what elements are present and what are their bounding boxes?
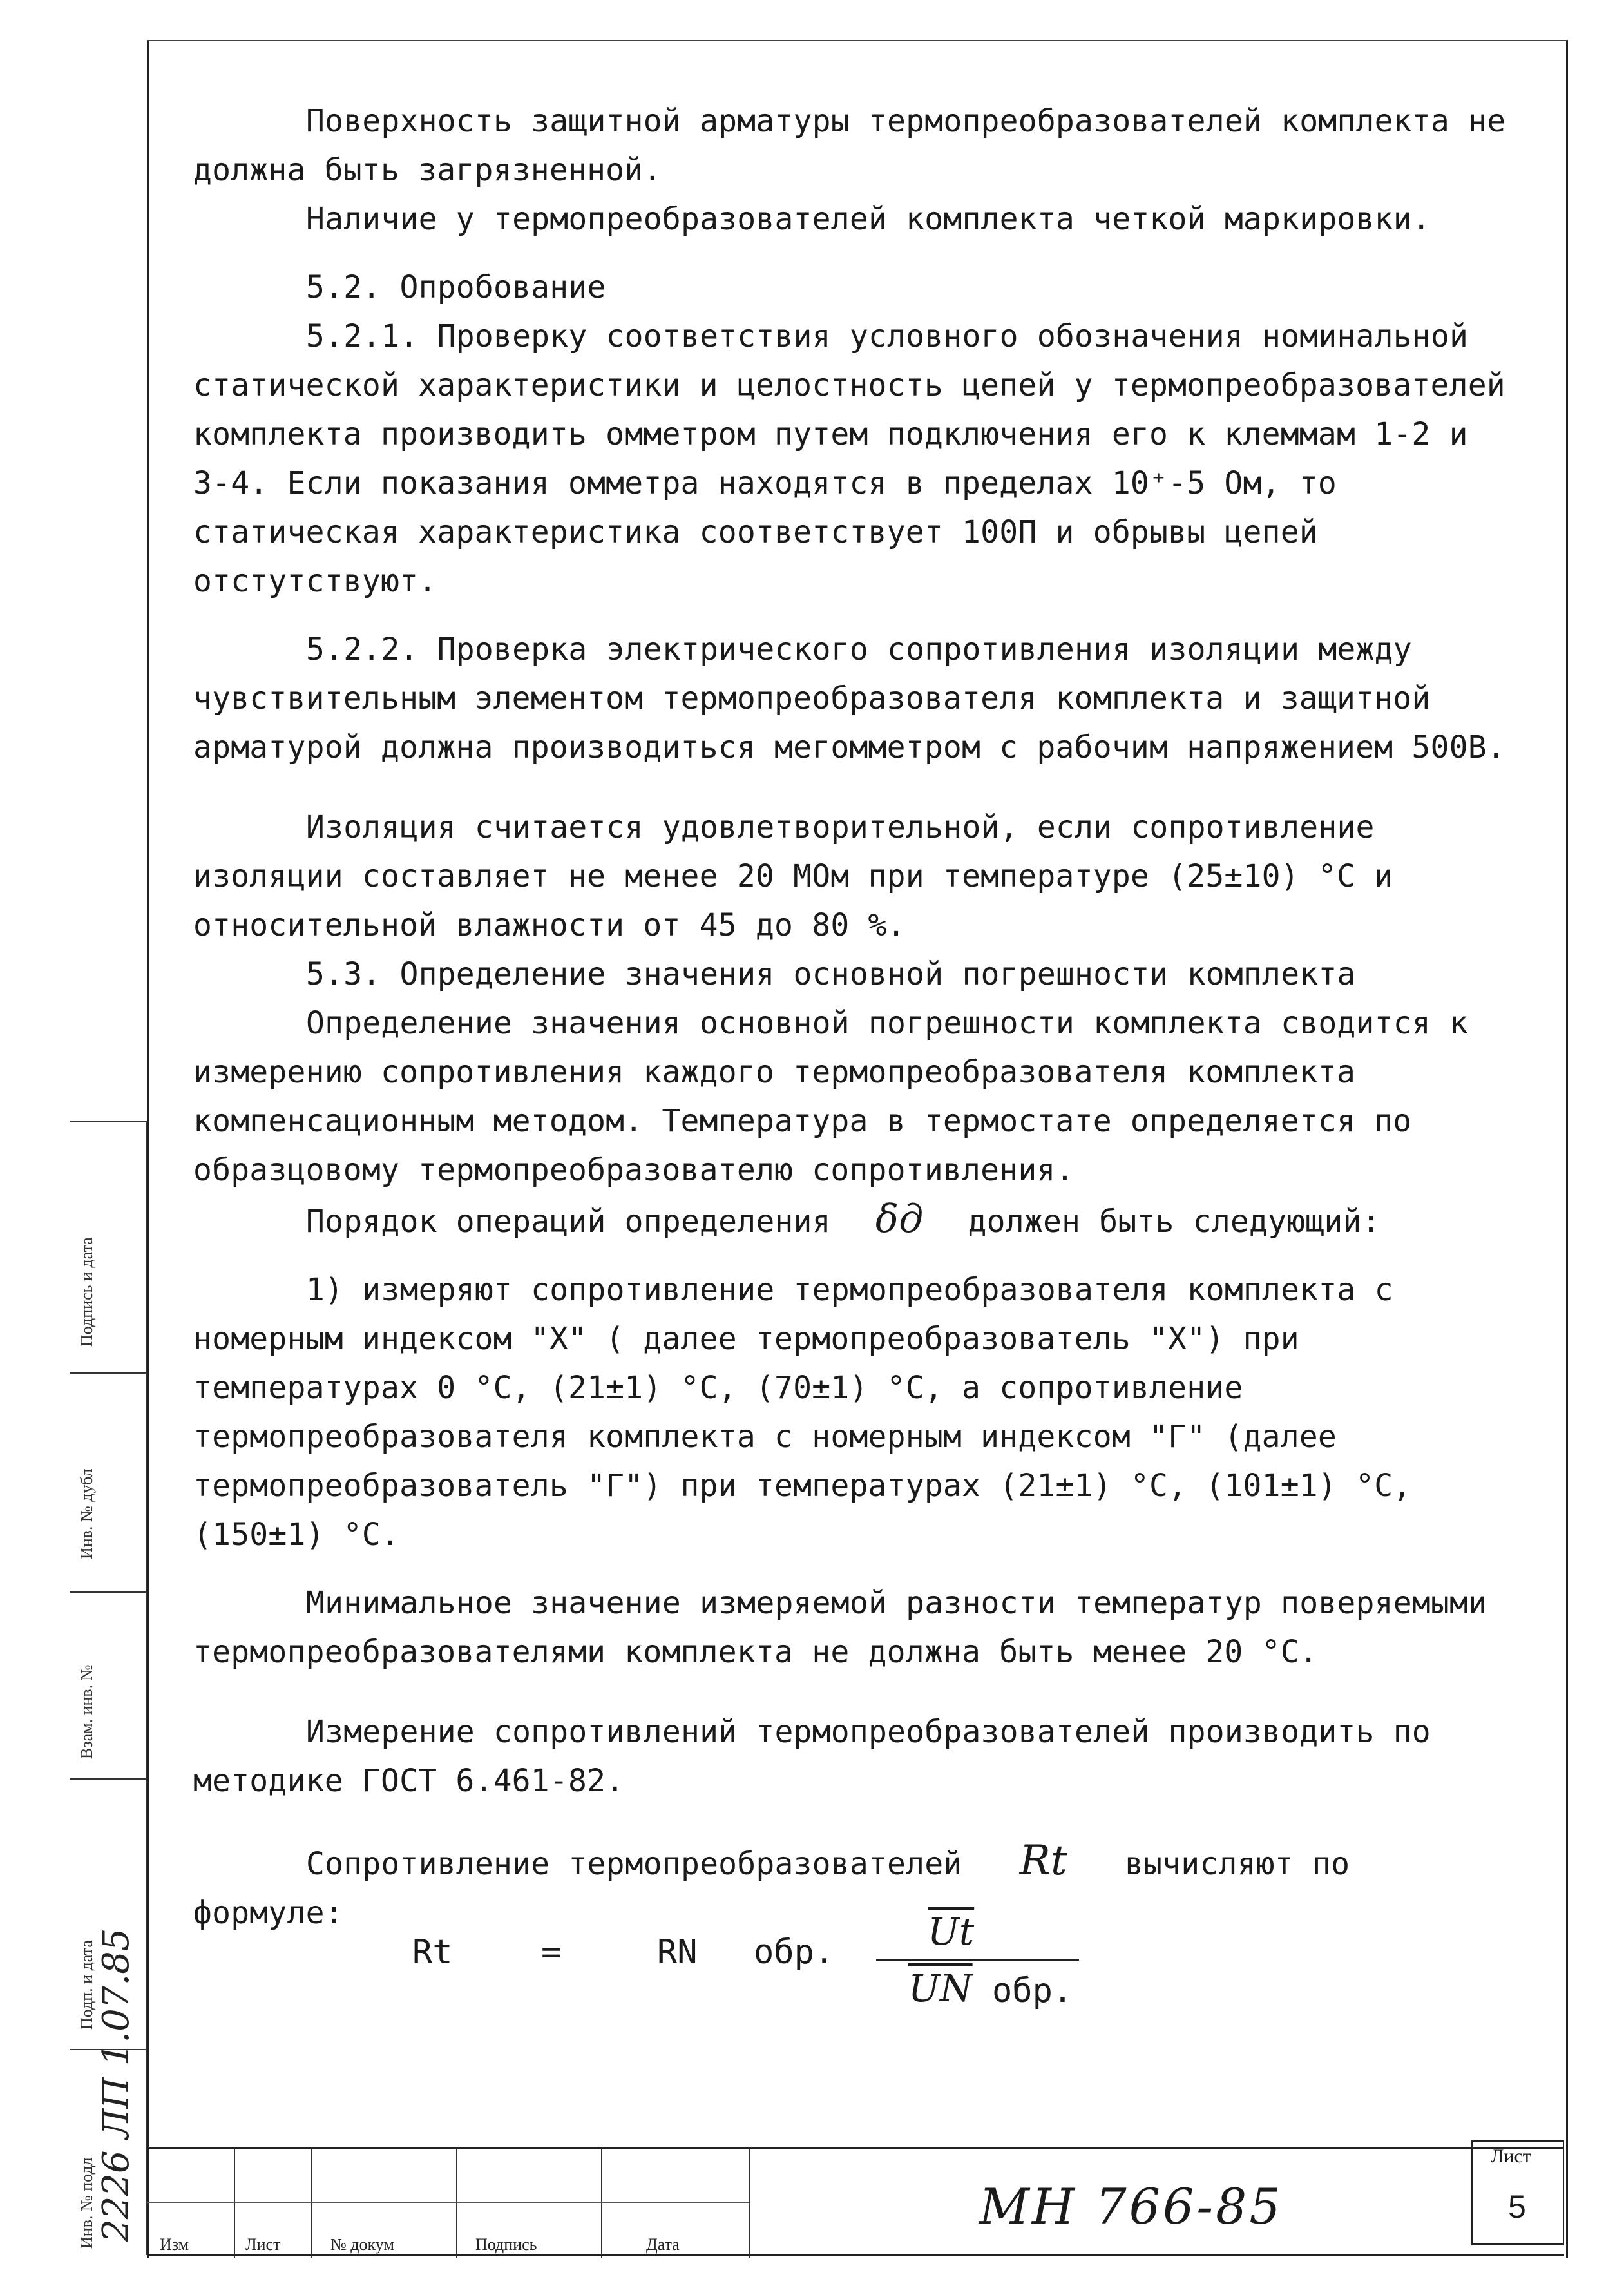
formula-obr-2: обр. [992, 1972, 1073, 2010]
side-divider [70, 1372, 146, 1374]
tb-label-sheet: Лист [245, 2235, 281, 2254]
paragraph-insulation: Изоляция считается удовлетворительной, если сопротивление изоляции составляет не менее 20 МОм при температуре (25±10) °С и относительной влажности от 45 до 80 %. [193, 809, 1393, 943]
side-divider [70, 1778, 146, 1780]
side-label-replace-inv: Взам. инв. № [77, 1664, 96, 1759]
formula [412, 1907, 1185, 2075]
formula-obr-1: обр. [754, 1933, 835, 1972]
formula-denominator: $\overline{UN}$ [908, 1966, 973, 2010]
formula-rn: RN [657, 1933, 698, 1972]
tb-label-signature: Подпись [475, 2235, 537, 2254]
formula-numerator: $\overline{Ut}$ [928, 1910, 975, 1954]
paragraph-measurement: Измерение сопротивлений термопреобразователей производить по методике ГОСТ 6.461-82. [193, 1714, 1431, 1799]
formula-lhs: Rt [412, 1933, 453, 1972]
resistance-text-a: Сопротивление термопреобразователей [306, 1846, 962, 1882]
paragraph-step-1: 1) измеряют сопротивление термопреобразователя комплекта с номерным индексом "Х" ( далее термопреобразователь "Х") при температурах 0 °С, (21±1) °С, (70±1) °С, а сопротивление термопреобразователя комплекта с номерным индексом "Г" (далее термопреобразователь "Г") при температурах (21±1) °С, (101±1) °С, (150±1) °С. [193, 1272, 1412, 1553]
tb-label-change: Изм [160, 2235, 189, 2254]
tb-label-date: Дата [646, 2235, 680, 2254]
side-label-sign-date: Подп. и дата [77, 1940, 96, 2030]
paragraph-5-2-2: 5.2.2. Проверка электрического сопротивления изоляции между чувствительным элементом термопреобразователя комплекта и защитной арматурой должна производиться мегомметром с рабочим напряжением 500В. [193, 631, 1505, 765]
tb-col-change [147, 2149, 235, 2258]
order-text-a: Порядок операций определения [306, 1204, 831, 1240]
side-label-dup-inv: Инв. № дубл [77, 1468, 96, 1559]
document-body [193, 97, 1520, 1937]
side-label-orig-inv: Инв. № подл [77, 2157, 96, 2249]
fraction-line [876, 1959, 1079, 1961]
side-divider [70, 1121, 146, 1122]
sheet-number-box [1471, 2140, 1564, 2245]
rt-symbol: Rt [1019, 1837, 1067, 1885]
tb-col-signature [456, 2149, 602, 2258]
order-text-b: должен быть следующий: [968, 1204, 1380, 1240]
title-block [147, 2147, 1564, 2258]
paragraph-marking: Наличие у термопреобразователей комплекта четкой маркировки. [306, 201, 1431, 237]
sheet-number: 5 [1508, 2189, 1526, 2225]
formula-equals: = [541, 1933, 562, 1972]
side-handwritten-stamp: 2226 ЛП 1.07.85 [95, 1928, 137, 2242]
sheet-label: Лист [1491, 2146, 1531, 2167]
tb-col-date [601, 2149, 750, 2258]
paragraph-surface: Поверхность защитной арматуры термопреобразователей комплекта не должна быть загрязненной. [193, 103, 1506, 188]
resistance-text-b: вычисляют по [1124, 1846, 1350, 1882]
formula-intro: формуле: [193, 1895, 343, 1931]
paragraph-determination: Определение значения основной погрешности комплекта сводится к измерению сопротивления каждого термопреобразователя комплекта компенсационным методом. Температура в термостате определяется по образцовому термопреобразователю сопротивления. [193, 1005, 1469, 1188]
document-code: МН 766-85 [979, 2178, 1283, 2235]
section-heading-5-3: 5.3. Определение значения основной погрешности комплекта [306, 956, 1356, 992]
paragraph-5-2-1: 5.2.1. Проверку соответствия условного обозначения номинальной статической характеристики и целостность цепей у термопреобразователей комплекта производить омметром путем подключения его к клеммам 1-2 и 3-4. Если показания омметра находятся в пределах 10⁺-5 Ом, то статическая характеристика соответствует 100П и обрывы цепей отстутствуют. [193, 318, 1505, 599]
tb-col-sheet [234, 2149, 312, 2258]
tb-label-doc: № докум [330, 2235, 394, 2254]
tb-col-doc [311, 2149, 457, 2258]
bottom-border [147, 2254, 1564, 2256]
side-label-signature: Подпись и дата [77, 1237, 96, 1347]
section-heading-5-2: 5.2. Опробование [306, 269, 606, 305]
paragraph-order [193, 1195, 1520, 1246]
delta-symbol: δд [875, 1196, 924, 1242]
paragraph-minimum: Минимальное значение измеряемой разности температур поверяемыми термопреобразователями комплекта не должна быть менее 20 °С. [193, 1585, 1487, 1670]
paragraph-resistance [193, 1836, 1520, 1888]
side-divider [70, 1591, 146, 1593]
